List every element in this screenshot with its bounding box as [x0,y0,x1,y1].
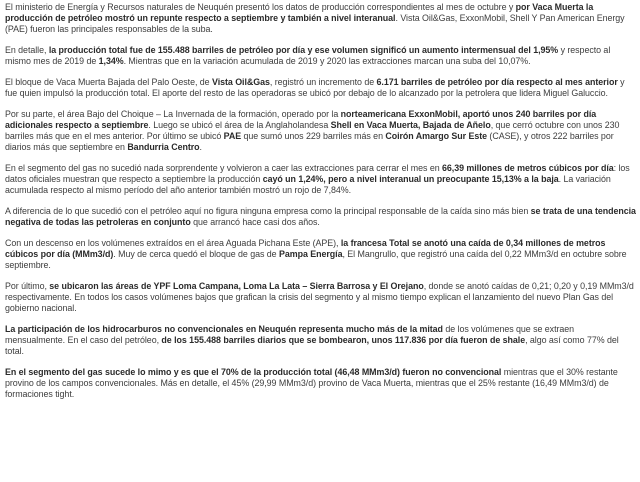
text-run-bold: la producción total fue de 155.488 barriles de petróleo por día y ese volumen significó un aumento intermensual del 1,95% [48,45,559,55]
text-run: . La variación acumulada respecto al mismo período del año anterior también mostró un rojo de 7,84%. [5,174,611,195]
paragraph-6 [5,206,636,228]
article-body [0,2,640,400]
text-run: de los volúmenes que se extraen mensualmente. En el caso del petróleo, [5,324,575,345]
text-run-bold: Shell en Vaca Muerta, Bajada de Añelo [330,120,491,130]
text-run: , donde se anotó caídas de 0,21; 0,20 y 0,19 MMm3/d respectivamente. En todos los casos volúmenes bajos que grafican la crisis del segmento y al mismo tiempo explican el lanzamiento del nuevo Plan Gas del gobierno nacional. [5,281,634,313]
text-run-bold: PAE [223,131,242,141]
paragraph-8 [5,281,636,314]
text-run: y fue quien impulsó la producción total. El aporte del resto de las operadoras se ubicó por debajo de lo alcanzado por la petrolera que lidera Miguel Galuccio. [5,77,625,98]
text-run: . [199,142,202,152]
text-run: En el segmento del gas no sucedió nada sorprendente y volvieron a caer las extracciones para cerrar el mes en [5,163,443,173]
text-run: . Luego se ubicó el área de la Anglaholandesa [148,120,331,130]
text-run-bold: cayó un 1,24%, pero a nivel interanual un preocupante 15,13% a la baja [262,174,559,184]
text-run: y respecto al mismo mes de 2019 de [5,45,611,66]
text-run: , que cerró octubre con unos 230 barriles más que en el mes anterior. Por último se ubicó [5,120,620,141]
text-run-bold: la francesa Total se anotó una caída de 0,34 millones de metros cúbicos por día (MMm3/d) [5,238,606,259]
text-run: Por último, [5,281,50,291]
text-run: Por su parte, el área Bajo del Choique – La Invernada de la formación, operado por la [5,109,341,119]
text-run: . Muy de cerca quedó el bloque de gas de [113,249,279,259]
text-run-bold: de los 155.488 barriles diarios que se bombearon, unos 117.836 por día fueron de shale [161,335,526,345]
text-run-bold: En el segmento del gas sucede lo mimo y es que el 70% de la producción total (46,48 MMm3/d) fueron no convencional [5,367,502,377]
text-run: A diferencia de lo que sucedió con el petróleo aquí no figura ninguna empresa como la principal responsable de la caída sino más bien [5,206,531,216]
text-run: : los datos oficiales muestran que respecto a septiembre la producción [5,163,630,184]
text-run-bold: Vista Oil&Gas [211,77,270,87]
text-run-bold: 6.171 barriles de petróleo por día respecto al mes anterior [376,77,618,87]
text-run-bold: se trata de una tendencia negativa de todas las petroleras en conjunto [5,206,636,227]
text-run: El ministerio de Energía y Recursos naturales de Neuquén presentó los datos de producción correspondientes al mes de octubre y [5,2,516,12]
text-run: . Vista Oil&Gas, ExxonMobil, Shell Y Pan American Energy (PAE) fueron las principales responsables de la suba. [5,13,625,34]
text-run-bold: Pampa Energía [278,249,343,259]
text-run-bold: La participación de los hidrocarburos no convencionales en Neuquén representa mucho más de la mitad [5,324,443,334]
text-run: En detalle, [5,45,49,55]
text-run-bold: se ubicaron las áreas de YPF Loma Campana, Loma La Lata – Sierra Barrosa y El Orejano [49,281,424,291]
paragraph-2 [5,45,636,67]
paragraph-1 [5,2,636,35]
paragraph-7 [5,238,636,271]
text-run: , El Mangrullo, que registró una caída del 0,22 MMm3/d en octubre sobre septiembre. [5,249,627,270]
paragraph-3 [5,77,636,99]
text-run-bold: Coirón Amargo Sur Este [385,131,488,141]
paragraph-5 [5,163,636,196]
text-run: El bloque de Vaca Muerta Bajada del Palo Oeste, de [5,77,212,87]
text-run-bold: 66,39 millones de metros cúbicos por día [442,163,614,173]
text-run: Con un descenso en los volúmenes extraídos en el área Aguada Pichana Este (APE), [5,238,341,248]
text-run: que sumó unos 229 barriles más en [241,131,386,141]
paragraph-9 [5,324,636,357]
paragraph-10 [5,367,636,400]
text-run-bold: Bandurria Centro [127,142,200,152]
paragraph-4 [5,109,636,153]
text-run-bold: por Vaca Muerta la producción de petróleo mostró un repunte respecto a septiembre y también a nivel interanual [5,2,594,23]
text-run: , algo así como 77% del total. [5,335,619,356]
text-run: que arrancó hace casi dos años. [190,217,320,227]
text-run: . Mientras que en la variación acumulada de 2019 y 2020 las extracciones marcan una suba del 10,07%. [123,56,531,66]
text-run-bold: norteamericana ExxonMobil, aportó unos 240 barriles por día adicionales respecto a septiembre [5,109,597,130]
text-run: mientras que el 30% restante provino de los campos convencionales. Más en detalle, el 45% (29,99 MMm3/d) provino de Vaca Muerta, mientras que el 25% restante (16,49 MMm3/d) de formaciones tight. [5,367,618,399]
text-run: (CASE), y otros 222 barriles por diarios más que septiembre en [5,131,614,152]
text-run-bold: 1,34% [98,56,124,66]
text-run: , registró un incremento de [269,77,377,87]
